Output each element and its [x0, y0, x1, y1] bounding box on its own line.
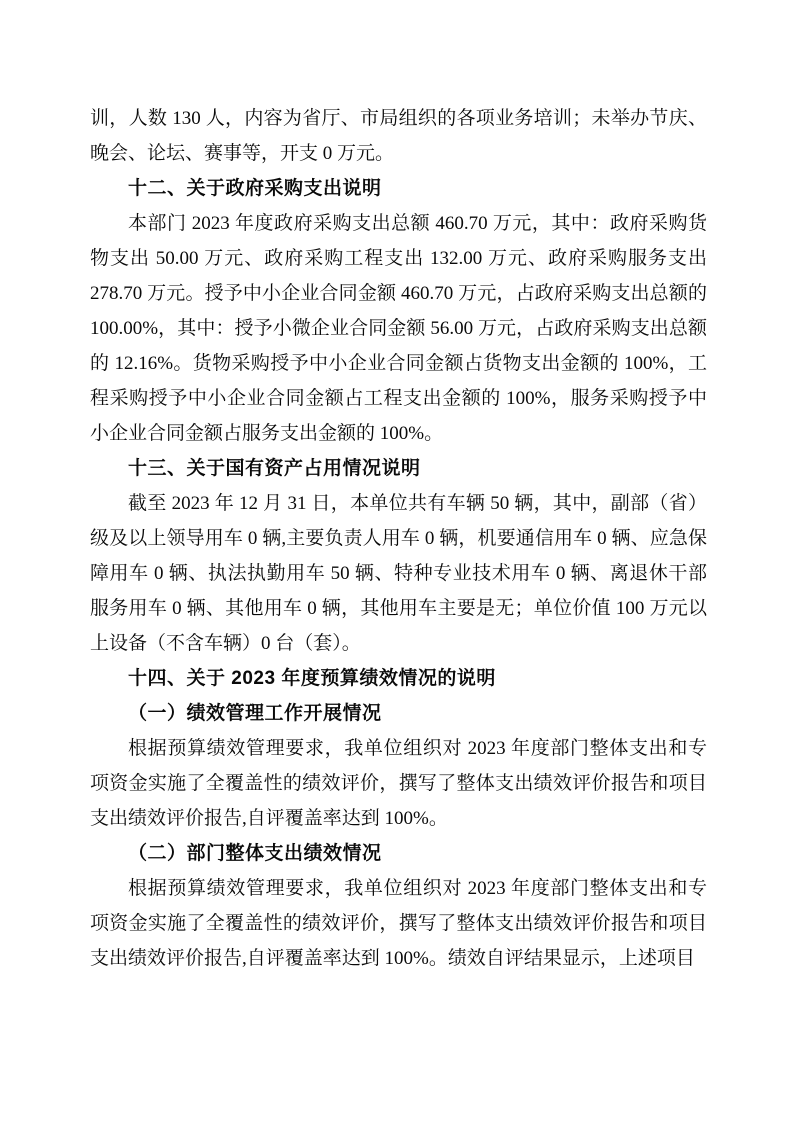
- paragraph-state-assets-vehicles: 截至 2023 年 12 月 31 日，本单位共有车辆 50 辆，其中，副部（省）级及以上领导用车 0 辆,主要负责人用车 0 辆，机要通信用车 0 辆、应急保障用车 0 辆、执法执勤用车 50 辆、特种专业技术用车 0 辆、离退休干部服务用车 0 辆、其他用车 0 辆，其他用车主要是无；单位价值 100 万元以上设备（不含车辆）0 台（套）。: [90, 493, 707, 654]
- heading-section-12-government-procurement: 十二、关于政府采购支出说明: [128, 178, 382, 199]
- paragraph-department-overall-expenditure-performance: 根据预算绩效管理要求，我单位组织对 2023 年度部门整体支出和专项资金实施了全覆盖性的绩效评价，撰写了整体支出绩效评价报告和项目支出绩效评价报告,自评覆盖率达到 100%。绩效自评结果显示，上述项目: [90, 878, 707, 969]
- subheading-department-overall-expenditure-performance: （二）部门整体支出绩效情况: [128, 843, 382, 864]
- subheading-performance-management-work: （一）绩效管理工作开展情况: [128, 703, 382, 724]
- heading-section-13-state-assets: 十三、关于国有资产占用情况说明: [128, 458, 421, 479]
- paragraph-government-procurement: 本部门 2023 年度政府采购支出总额 460.70 万元，其中：政府采购货物支出 50.00 万元、政府采购工程支出 132.00 万元、政府采购服务支出 278.70 万元。授予中小企业合同金额 460.70 万元，占政府采购支出总额的 100.00%，其中：授予小微企业合同金额 56.00 万元，占政府采购支出总额的 12.16%。货物采购授予中小企业合同金额占货物支出金额的 100%，工程采购授予中小企业合同金额占工程支出金额的 100%，服务采购授予中小企业合同金额占服务支出金额的 100%。: [90, 213, 707, 444]
- heading-section-14-budget-performance: 十四、关于 2023 年度预算绩效情况的说明: [128, 668, 496, 689]
- paragraph-performance-management-work: 根据预算绩效管理要求，我单位组织对 2023 年度部门整体支出和专项资金实施了全覆盖性的绩效评价，撰写了整体支出绩效评价报告和项目支出绩效评价报告,自评覆盖率达到 100%。: [90, 738, 707, 829]
- paragraph-training-continuation: 训，人数 130 人，内容为省厅、市局组织的各项业务培训；未举办节庆、晚会、论坛、赛事等，开支 0 万元。: [90, 108, 707, 164]
